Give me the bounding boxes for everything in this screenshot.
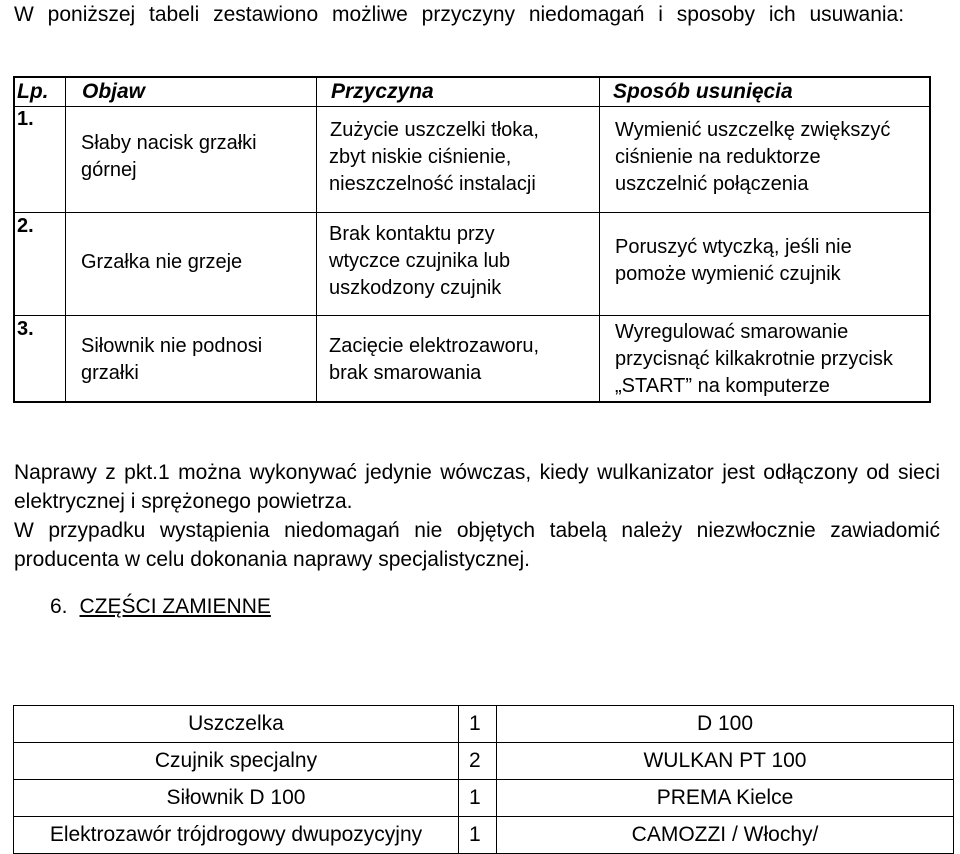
column-divider: [316, 78, 317, 401]
part-quantity: 1: [459, 817, 497, 854]
section-heading: [50, 592, 271, 621]
column-divider: [599, 78, 600, 401]
part-source: PREMA Kielce: [497, 780, 954, 817]
row-cause: Brak kontaktu przy wtyczce czujnika lub uszkodzony czujnik: [329, 223, 511, 299]
section-number: 6.: [50, 595, 68, 618]
part-name: Elektrozawór trójdrogowy dwupozycyjny: [14, 817, 459, 854]
row-number: 2.: [17, 215, 34, 237]
table-row: [14, 780, 954, 817]
header-lp: Lp.: [17, 80, 49, 103]
header-cause: Przyczyna: [331, 80, 434, 103]
row-divider: [15, 315, 929, 316]
part-source: D 100: [497, 706, 954, 743]
row-remedy: Poruszyć wtyczką, jeśli nie pomoże wymienić czujnik: [615, 236, 852, 285]
section-title: CZĘŚCI ZAMIENNE: [79, 595, 271, 618]
note-paragraph: W przypadku wystąpienia niedomagań nie objętych tabelą należy niezwłocznie zawiadomić producenta w celu dokonania naprawy specjalistycznej.: [14, 519, 940, 571]
column-divider: [65, 78, 66, 401]
row-number: 1.: [17, 108, 34, 130]
row-divider: [15, 106, 929, 107]
intro-paragraph: W poniższej tabeli zestawiono możliwe przyczyny niedomagań i sposoby ich usuwania:: [14, 3, 905, 26]
row-cause: Zacięcie elektrozaworu, brak smarowania: [329, 335, 540, 384]
spare-parts-table: [13, 705, 954, 854]
part-name: Siłownik D 100: [14, 780, 459, 817]
table-row: [14, 743, 954, 780]
row-remedy: Wyregulować smarowanie przycisnąć kilkakrotnie przycisk „START” na komputerze: [615, 321, 893, 397]
row-symptom: Słaby nacisk grzałki górnej: [81, 132, 257, 181]
row-number: 3.: [17, 318, 34, 340]
part-source: WULKAN PT 100: [497, 743, 954, 780]
part-quantity: 2: [459, 743, 497, 780]
header-remedy: Sposób usunięcia: [613, 80, 793, 103]
repair-notes: [14, 458, 940, 574]
part-name: Uszczelka: [14, 706, 459, 743]
part-quantity: 1: [459, 706, 497, 743]
header-symptom: Objaw: [82, 80, 146, 103]
row-symptom: Grzałka nie grzeje: [81, 251, 243, 273]
row-cause: Zużycie uszczelki tłoka, zbyt niskie ciśnienie, nieszczelność instalacji: [329, 119, 539, 195]
row-symptom: Siłownik nie podnosi grzałki: [81, 335, 263, 384]
faults-table: [13, 76, 931, 403]
row-divider: [15, 212, 929, 213]
part-name: Czujnik specjalny: [14, 743, 459, 780]
note-paragraph: Naprawy z pkt.1 można wykonywać jedynie wówczas, kiedy wulkanizator jest odłączony od sieci elektrycznej i sprężonego powietrza.: [14, 461, 940, 513]
part-source: CAMOZZI / Włochy/: [497, 817, 954, 854]
table-row: [14, 817, 954, 854]
table-row: [14, 706, 954, 743]
part-quantity: 1: [459, 780, 497, 817]
row-remedy: Wymienić uszczelkę zwiększyć ciśnienie na reduktorze uszczelnić połączenia: [615, 119, 891, 195]
